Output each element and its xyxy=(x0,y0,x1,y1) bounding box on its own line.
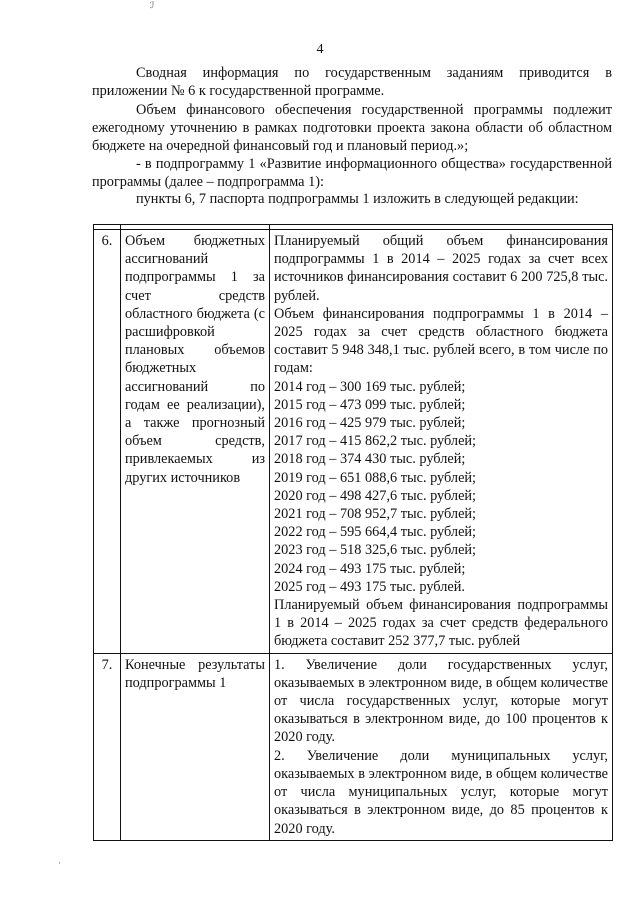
intro-text-2: Объем финансового обеспечения государственной программы подлежит ежегодному уточнению в рамках подготовки проекта закона области об областном бюджете на очередной финансовый год и плановый период.»; xyxy=(92,102,612,154)
row-7-number: 7. xyxy=(94,653,121,840)
year-funding-line: 2019 год – 651 088,6 тыс. рублей; xyxy=(274,469,477,486)
intro-paragraph-3 xyxy=(92,155,612,191)
row-6-value xyxy=(270,230,613,654)
margin-dot: · xyxy=(58,858,61,868)
year-funding-line: 2017 год – 415 862,2 тыс. рублей; xyxy=(274,433,477,450)
page-number: 4 xyxy=(316,42,324,57)
scan-mark: ℐ xyxy=(150,0,155,10)
intro-text-3: - в подпрограмму 1 «Развитие информационного общества» государственной программы (далее – подпрограмма 1): xyxy=(92,156,612,190)
row-6-years-list xyxy=(274,378,608,596)
year-funding-line: 2020 год – 498 427,6 тыс. рублей; xyxy=(274,487,477,504)
intro-paragraph-1 xyxy=(92,64,612,100)
row-6-total: Планируемый общий объем финансирования подпрограммы 1 в 2014 – 2025 годах за счет всех источников финансирования составит 6 200 725,8 тыс. рублей. xyxy=(274,233,608,304)
row-7-value xyxy=(270,653,613,840)
intro-paragraph-4 xyxy=(92,190,612,208)
year-funding-line: 2015 год – 473 099 тыс. рублей; xyxy=(274,396,466,413)
year-funding-line: 2023 год – 518 325,6 тыс. рублей; xyxy=(274,542,477,559)
table-row-7 xyxy=(94,653,613,840)
row-6-regional: Объем финансирования подпрограммы 1 в 2014 – 2025 годах за счет средств областного бюджета составит 5 948 348,1 тыс. рублей всего, в том числе по годам: xyxy=(274,305,608,377)
year-funding-line: 2025 год – 493 175 тыс. рублей. xyxy=(274,578,465,595)
year-funding-line: 2018 год – 374 430 тыс. рублей; xyxy=(274,451,466,468)
year-funding-line: 2016 год – 425 979 тыс. рублей; xyxy=(274,415,466,432)
year-funding-line: 2021 год – 708 952,7 тыс. рублей; xyxy=(274,506,477,523)
row-7-name: Конечные результаты подпрограммы 1 xyxy=(121,653,270,840)
intro-text-1: Сводная информация по государственным заданиям приводится в приложении № 6 к государственной программе. xyxy=(92,65,612,99)
row-6-name: Объем бюджетных ассигнований подпрограммы 1 за счет средств областного бюджета (с расшифровкой плановых объемов бюджетных ассигнований по годам ее реализации), а также прогнозный объем средств, привлекаемых из других источников xyxy=(121,230,270,654)
row-6-number: 6. xyxy=(94,230,121,654)
year-funding-line: 2022 год – 595 664,4 тыс. рублей; xyxy=(274,524,477,541)
row-7-result-1: 1. Увеличение доли государственных услуг, оказываемых в электронном виде, в общем количестве от числа государственных услуг, которые могут оказываться в электронном виде, до 100 процентов к 2020 году. xyxy=(274,656,608,746)
passport-table xyxy=(93,224,613,841)
table-row-6 xyxy=(94,230,613,654)
row-6-federal: Планируемый объем финансирования подпрограммы 1 в 2014 – 2025 годах за счет средств федерального бюджета составит 252 377,7 тыс. рублей xyxy=(274,597,608,650)
year-funding-line: 2024 год – 493 175 тыс. рублей; xyxy=(274,560,466,577)
intro-text-4: пункты 6, 7 паспорта подпрограммы 1 изложить в следующей редакции: xyxy=(136,191,579,207)
year-funding-line: 2014 год – 300 169 тыс. рублей; xyxy=(274,378,466,395)
intro-paragraph-2 xyxy=(92,101,612,155)
row-7-result-2: 2. Увеличение доли муниципальных услуг, оказываемых в электронном виде, в общем количестве от числа муниципальных услуг, которые могут оказываться в электронном виде, до 85 процентов к 2020 году. xyxy=(274,747,608,837)
